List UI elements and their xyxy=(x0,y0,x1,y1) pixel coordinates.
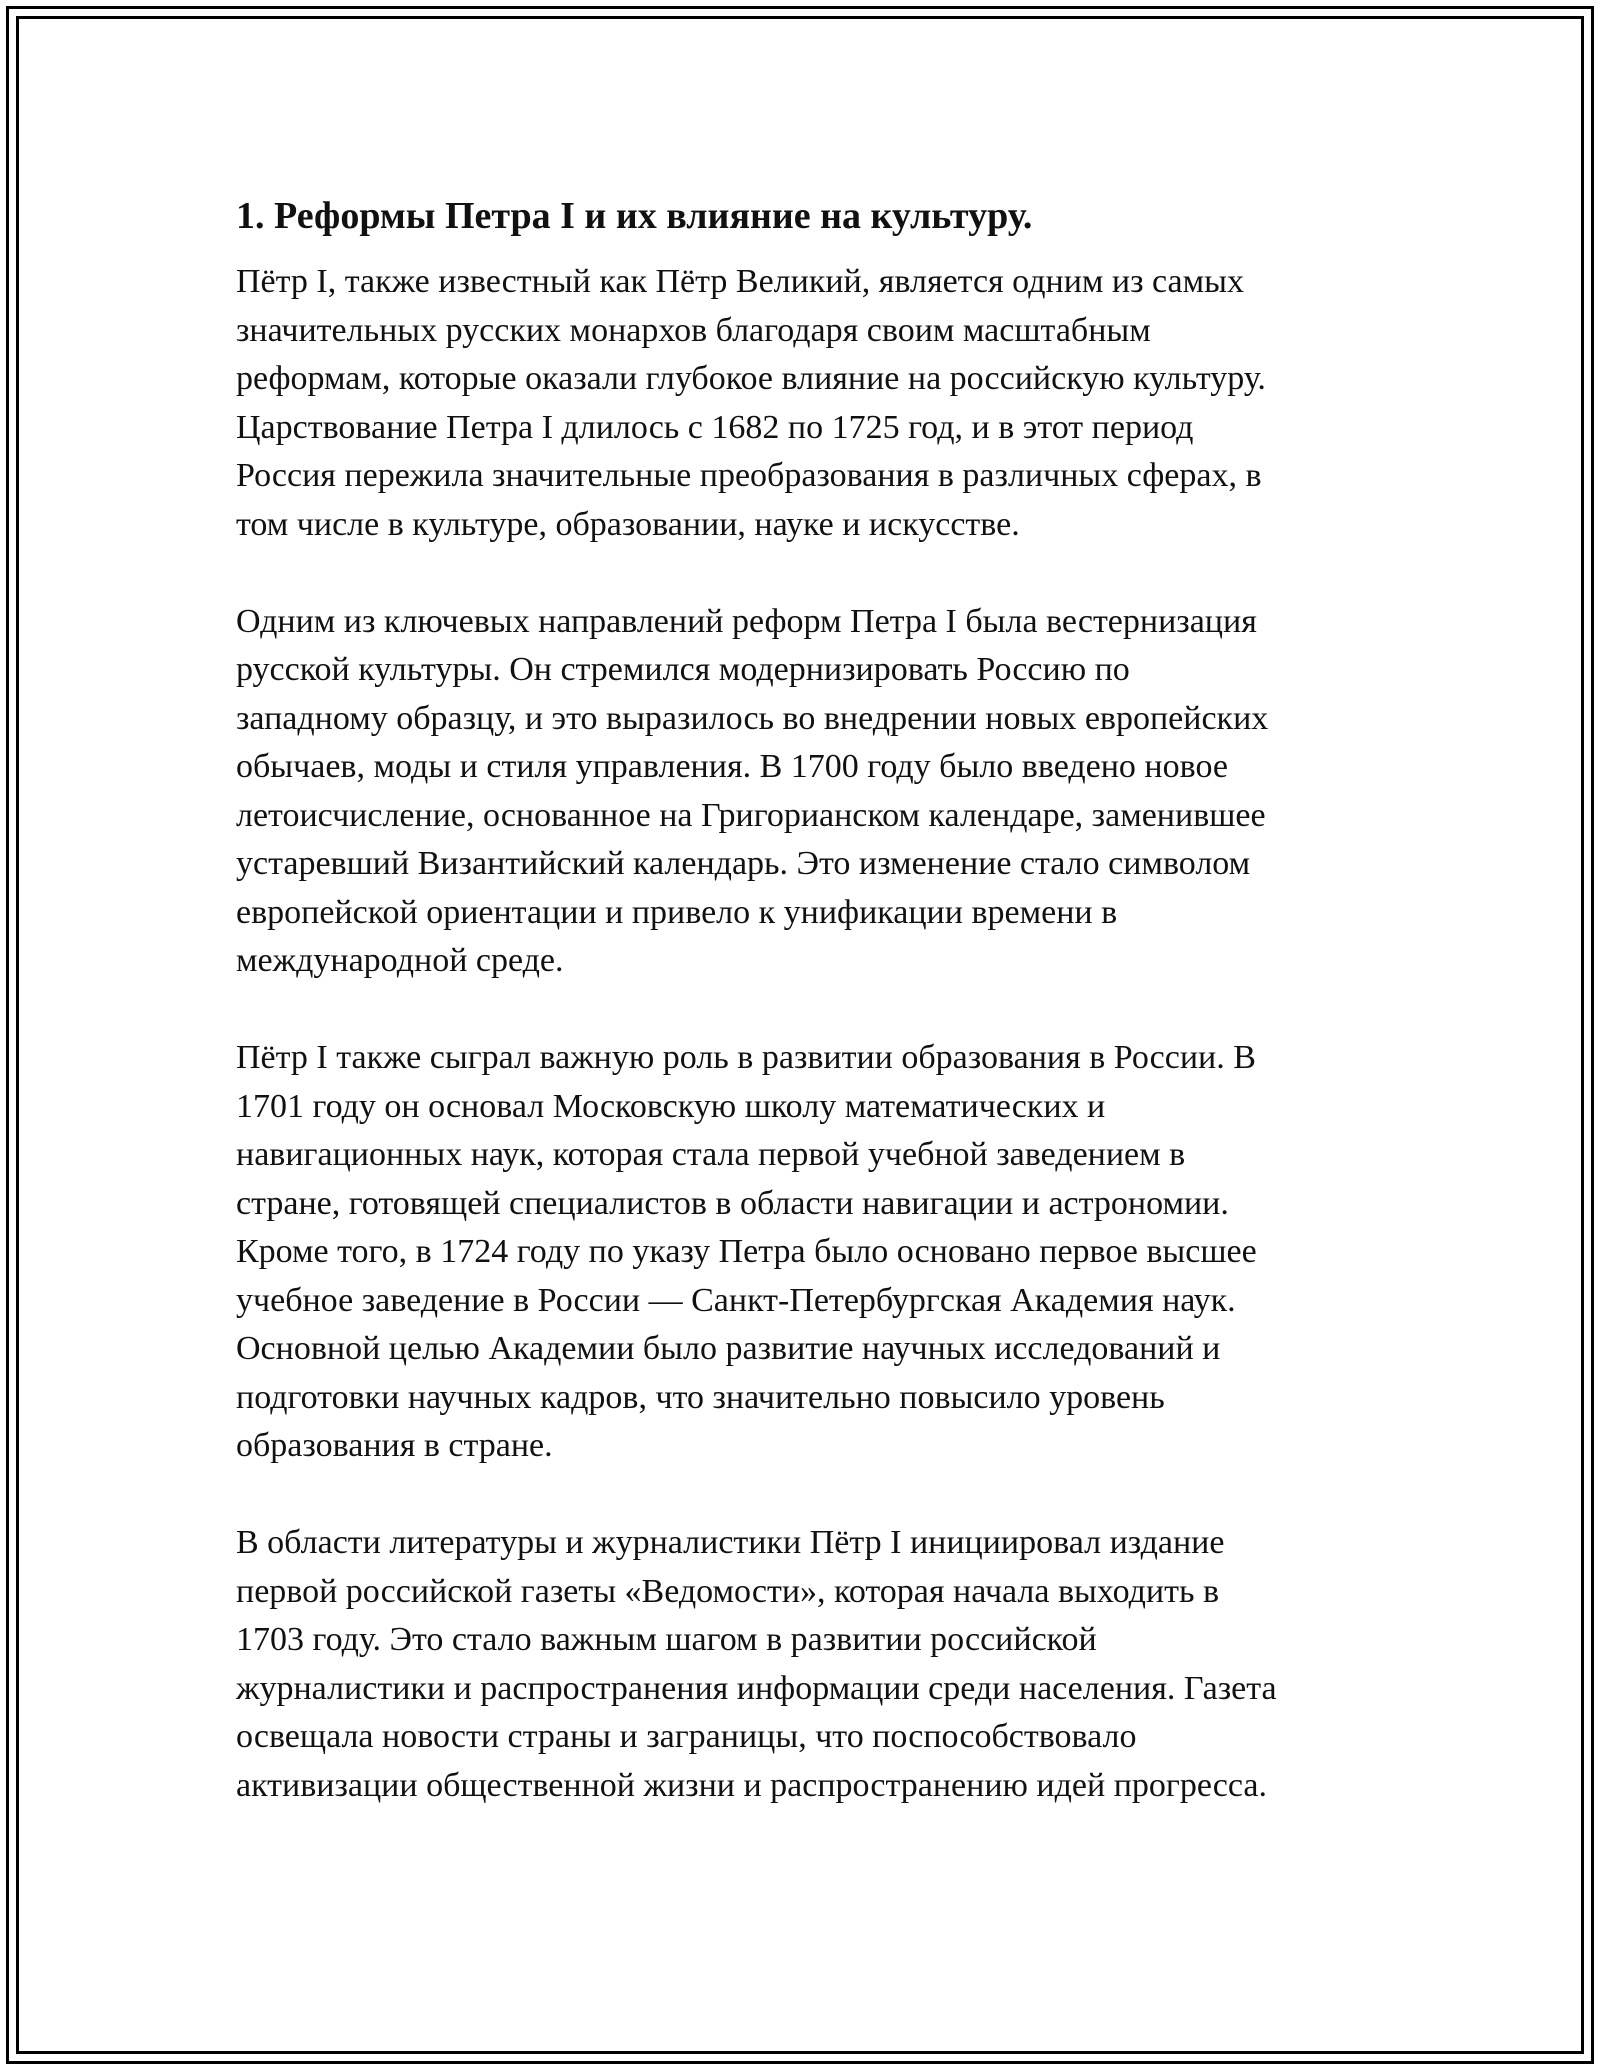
text-line: Россия пережила значительные преобразования в различных сферах, в xyxy=(236,457,1262,494)
text-line: Одним из ключевых направлений реформ Петра I была вестернизация xyxy=(236,602,1257,640)
text-line: подготовки научных кадров, что значительно повысило уровень xyxy=(236,1378,1165,1416)
text-line: освещала новости страны и заграницы, что поспособствовало xyxy=(236,1718,1137,1755)
text-line: Пётр I, также известный как Пётр Великий, является одним из самых xyxy=(236,263,1244,300)
text-line: реформам, которые оказали глубокое влияние на российскую культуру. xyxy=(236,360,1266,397)
text-line: первой российской газеты «Ведомости», которая начала выходить в xyxy=(236,1572,1220,1610)
text-line: образования в стране. xyxy=(236,1427,553,1464)
text-line: летоисчисление, основанное на Григорианском календаре, заменившее xyxy=(236,796,1266,834)
text-line: 1703 году. Это стало важным шагом в развитии российской xyxy=(236,1621,1097,1658)
text-line: западному образцу, и это выразилось во внедрении новых европейских xyxy=(236,699,1269,737)
paragraph-2 xyxy=(236,598,1376,986)
text-line: Кроме того, в 1724 году по указу Петра было основано первое высшее xyxy=(236,1233,1257,1270)
text-line: том числе в культуре, образовании, науке и искусстве. xyxy=(236,505,1020,543)
text-line: стране, готовящей специалистов в области навигации и астрономии. xyxy=(236,1184,1229,1222)
text-line: учебное заведение в России — Санкт-Петербургская Академия наук. xyxy=(236,1281,1236,1319)
text-line: значительных русских монархов благодаря своим масштабным xyxy=(236,311,1151,349)
text-line: навигационных наук, которая стала первой учебной заведением в xyxy=(236,1136,1186,1173)
paragraph-3 xyxy=(236,1034,1376,1471)
document-body xyxy=(236,188,1376,1859)
text-line: 1701 году он основал Московскую школу математических и xyxy=(236,1087,1106,1125)
text-line: Пётр I также сыграл важную роль в развитии образования в России. В xyxy=(236,1039,1256,1076)
text-line: Царствование Петра I длилось с 1682 по 1725 год, и в этот период xyxy=(236,408,1194,446)
paragraph-1 xyxy=(236,258,1376,549)
text-line: активизации общественной жизни и распространению идей прогресса. xyxy=(236,1766,1267,1804)
text-line: русской культуры. Он стремился модернизировать Россию по xyxy=(236,651,1130,688)
text-line: В области литературы и журналистики Пётр I инициировал издание xyxy=(236,1524,1225,1561)
text-line: международной среде. xyxy=(236,942,564,979)
paragraph-4 xyxy=(236,1519,1376,1810)
text-line: европейской ориентации и привело к унификации времени в xyxy=(236,893,1118,931)
section-heading: 1. Реформы Петра I и их влияние на культуру. xyxy=(236,195,1033,237)
text-line: журналистики и распространения информации среди населения. Газета xyxy=(236,1669,1277,1707)
text-line: устаревший Византийский календарь. Это изменение стало символом xyxy=(236,845,1251,882)
text-line: обычаев, моды и стиля управления. В 1700 году было введено новое xyxy=(236,748,1228,785)
text-line: Основной целью Академии было развитие научных исследований и xyxy=(236,1330,1221,1367)
